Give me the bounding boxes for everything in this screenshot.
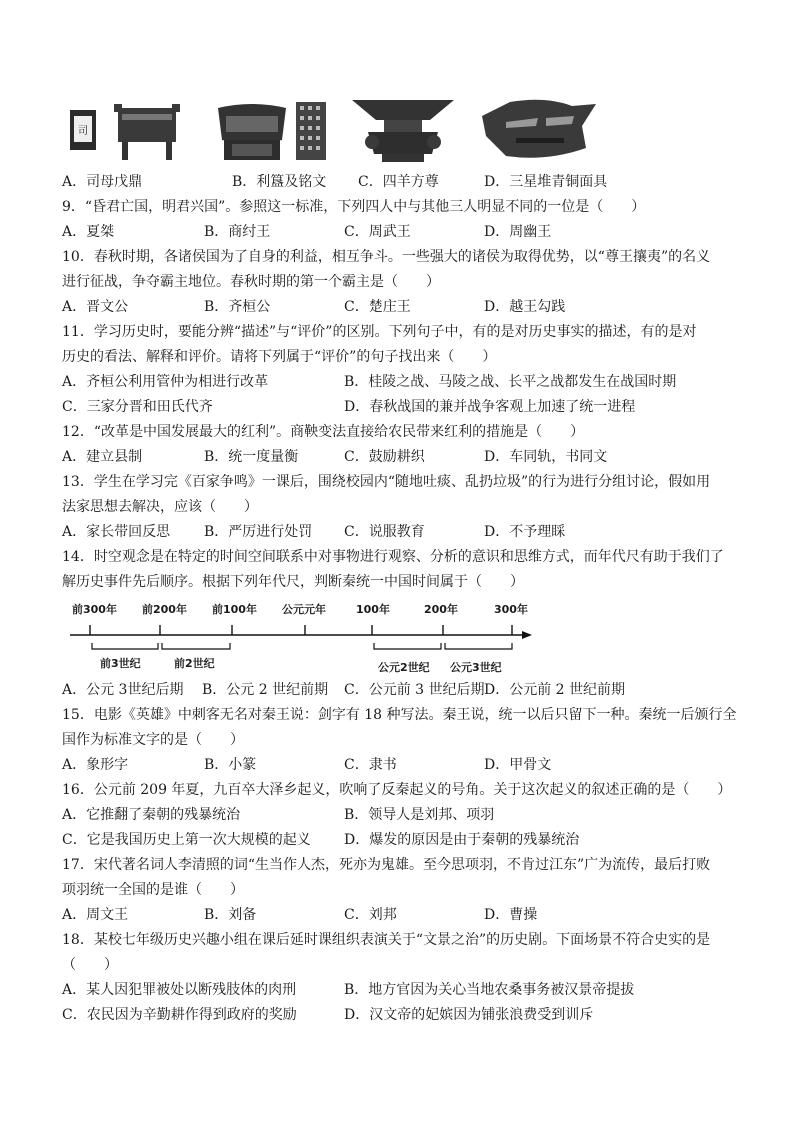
q13-option-a: A．家长带回反思	[62, 524, 171, 540]
q14-option-b: B．公元 2 世纪前期	[202, 682, 329, 698]
q10-option-d: D．越王勾践	[484, 299, 566, 315]
li-gui-image	[212, 96, 332, 164]
sanxingdui-bronze-mask-image	[476, 96, 600, 164]
timeline-tick-label: 100年	[356, 603, 390, 616]
q16-option-b: B．领导人是刘邦、项羽	[344, 807, 495, 823]
q13-option-d: D．不予理睬	[484, 524, 566, 540]
q12-option-a: A．建立县制	[62, 449, 143, 465]
q9-option-c: C．周武王	[344, 224, 411, 240]
q18-option-a: A．某人因犯罪被处以断残肢体的肉刑	[62, 982, 297, 998]
q8-option-c: C．四羊方尊	[358, 174, 439, 190]
q9-option-d: D．周幽王	[484, 224, 552, 240]
q15-option-a: A．象形字	[62, 757, 129, 773]
q12-stem: 12．“改革是中国发展最大的红利”。商鞅变法直接给农民带来红利的措施是（ ）	[62, 424, 585, 440]
q8-option-a: A．司母戊鼎	[62, 174, 143, 190]
q17-option-b: B．刘备	[204, 907, 257, 923]
timeline-period-label: 公元2世纪	[378, 661, 430, 674]
timeline-tick-label: 公元元年	[282, 603, 326, 616]
four-ram-square-zun-image	[348, 96, 458, 164]
simuwu-ding-image	[68, 96, 188, 164]
q11-option-d: D．春秋战国的兼并战争客观上加速了统一进程	[344, 399, 636, 415]
q17-stem-line2: 项羽统一全国的是谁（ ）	[62, 882, 244, 898]
q17-option-d: D．曹操	[484, 907, 538, 923]
q17-stem-line1: 17．宋代著名词人李清照的词“生当作人杰，死亦为鬼雄。至今思项羽，不肯过江东”广为流传，最后打败	[62, 857, 711, 873]
q14-option-a: A．公元 3世纪后期	[62, 682, 184, 698]
q14-stem-line1: 14．时空观念是在特定的时间空间联系中对事物进行观察、分析的意识和思维方式，而年代尺有助于我们了	[62, 549, 724, 565]
q15-stem-line1: 15．电影《英雄》中刺客无名对秦王说：剑字有 18 种写法。秦王说，统一以后只留下一种。秦统一后颁行全	[62, 707, 737, 723]
q17-option-a: A．周文王	[62, 907, 129, 923]
q8-option-b: B．利簋及铭文	[232, 174, 327, 190]
q18-option-c: C．农民因为辛勤耕作得到政府的奖励	[62, 1007, 297, 1023]
q16-option-c: C．它是我国历史上第一次大规模的起义	[62, 832, 311, 848]
q14-stem-line2: 解历史事件先后顺序。根据下列年代尺，判断秦统一中国时间属于（ ）	[62, 574, 524, 590]
q12-option-c: C．鼓励耕织	[344, 449, 425, 465]
q15-option-d: D．甲骨文	[484, 757, 552, 773]
timeline-tick-label: 前200年	[142, 603, 187, 616]
q11-option-c: C．三家分晋和田氏代齐	[62, 399, 213, 415]
timeline-tick-label: 200年	[424, 603, 458, 616]
q15-stem-line2: 国作为标准文字的是（ ）	[62, 732, 244, 748]
q11-option-b: B．桂陵之战、马陵之战、长平之战都发生在战国时期	[344, 374, 677, 390]
timeline-tick-label: 前300年	[72, 603, 117, 616]
q8-option-d: D．三星堆青铜面具	[484, 174, 608, 190]
q12-option-d: D．车同轨，书同文	[484, 449, 608, 465]
q10-option-b: B．齐桓公	[204, 299, 271, 315]
q13-option-c: C．说服教育	[344, 524, 425, 540]
timeline-period-label: 前3世纪	[100, 657, 141, 670]
q14-option-c: C．公元前 3 世纪后期	[344, 682, 485, 698]
q16-option-d: D．爆发的原因是由于秦朝的残暴统治	[344, 832, 580, 848]
q12-option-b: B．统一度量衡	[204, 449, 299, 465]
q11-stem-line1: 11．学习历史时，要能分辨“描述”与“评价”的区别。下列句子中，有的是对历史事实的描述，有的是对	[62, 324, 697, 340]
q16-option-a: A．它推翻了秦朝的残暴统治	[62, 807, 241, 823]
q10-stem-line2: 进行征战，争夺霸主地位。春秋时期的第一个霸主是（ ）	[62, 274, 440, 290]
q18-stem-line1: 18．某校七年级历史兴趣小组在课后延时课组织表演关于“文景之治”的历史剧。下面场景不符合史实的是	[62, 932, 711, 948]
q15-option-c: C．隶书	[344, 757, 397, 773]
q17-option-c: C．刘邦	[344, 907, 397, 923]
q8-image-row	[62, 96, 622, 166]
svg-text:司: 司	[78, 126, 88, 137]
timeline-tick-label: 300年	[494, 603, 528, 616]
timeline-period-label: 前2世纪	[174, 657, 215, 670]
q11-stem-line2: 历史的看法、解释和评价。请将下列属于“评价”的句子找出来（ ）	[62, 349, 497, 365]
q9-option-a: A．夏桀	[62, 224, 115, 240]
q15-option-b: B．小篆	[204, 757, 257, 773]
timeline-tick-label: 前100年	[212, 603, 257, 616]
q13-stem-line1: 13．学生在学习完《百家争鸣》一课后，围绕校园内“随地吐痰、乱扔垃圾”的行为进行分组讨论，假如用	[62, 474, 711, 490]
q14-option-d: D．公元前 2 世纪前期	[484, 682, 626, 698]
q18-option-b: B．地方官因为关心当地农桑事务被汉景帝提拔	[344, 982, 635, 998]
q13-option-b: B．严厉进行处罚	[204, 524, 313, 540]
q10-option-c: C．楚庄王	[344, 299, 411, 315]
q10-option-a: A．晋文公	[62, 299, 129, 315]
q18-stem-line2: （ ）	[62, 957, 118, 973]
q14-timeline	[62, 597, 542, 679]
q9-stem: 9．“昏君亡国，明君兴国”。参照这一标准，下列四人中与其他三人明显不同的一位是（ ）	[62, 199, 646, 215]
q9-option-b: B．商纣王	[204, 224, 271, 240]
q18-option-d: D．汉文帝的妃嫔因为铺张浪费受到训斥	[344, 1007, 594, 1023]
timeline-period-label: 公元3世纪	[450, 661, 502, 674]
q13-stem-line2: 法家思想去解决，应该（ ）	[62, 499, 258, 515]
q10-stem-line1: 10．春秋时期，各诸侯国为了自身的利益，相互争斗。一些强大的诸侯为取得优势，以“尊王攘夷”的名义	[62, 249, 711, 265]
q16-stem: 16．公元前 209 年夏，九百卒大泽乡起义，吹响了反秦起义的号角。关于这次起义的叙述正确的是（ ）	[62, 782, 732, 798]
q11-option-a: A．齐桓公利用管仲为相进行改革	[62, 374, 269, 390]
